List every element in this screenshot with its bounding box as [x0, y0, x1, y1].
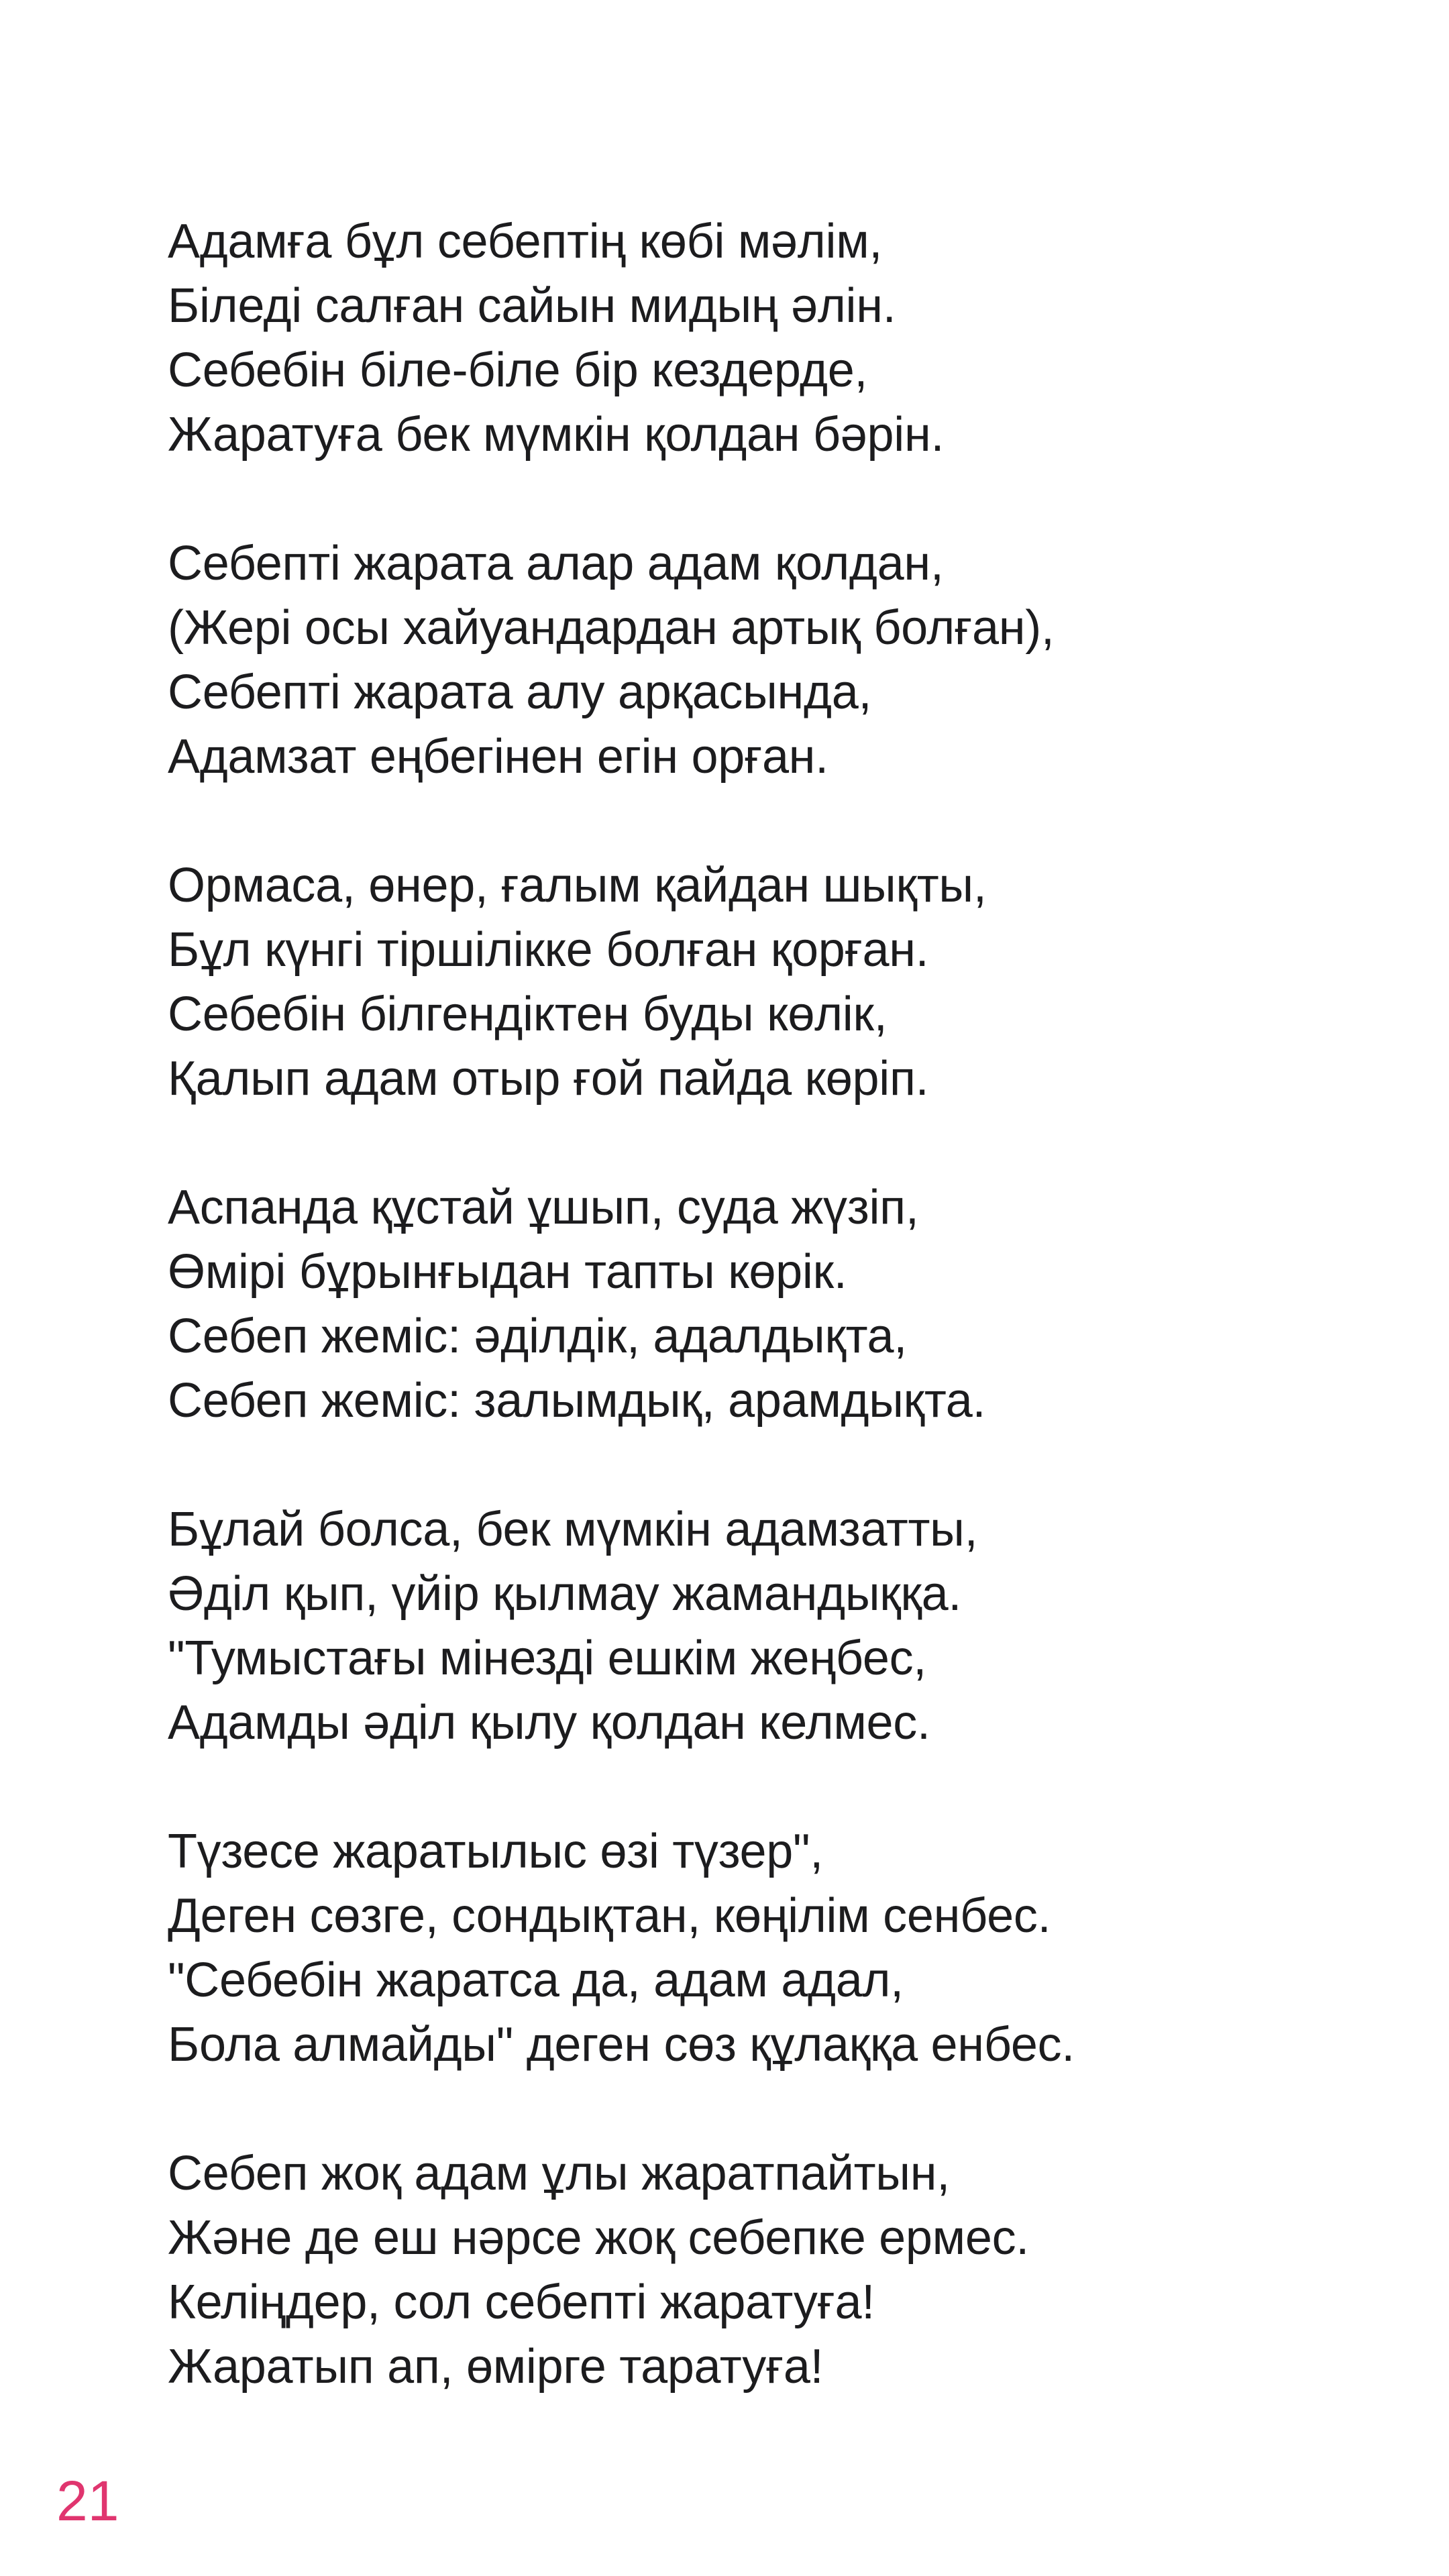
poem-line: Біледі салған сайын мидың әлін. [168, 279, 896, 333]
poem-line: Себеп жеміс: залымдық, арамдықта. [168, 1374, 986, 1428]
poem-line: Себеп жеміс: әділдік, адалдықта, [168, 1309, 907, 1363]
poem-line: Себебін біле-біле бір кездерде, [168, 343, 868, 397]
stanza-6 [168, 1819, 1375, 2077]
poem-line: Себепті жарата алу арқасында, [168, 665, 872, 719]
poem-line: Түзесе жаратылыс өзі түзер", [168, 1825, 823, 1878]
poem-line: Деген сөзге, сондықтан, көңілім сенбес. [168, 1889, 1051, 1943]
page-number: 21 [56, 2469, 119, 2532]
poem-line: Бұлай болса, бек мүмкін адамзатты, [168, 1503, 978, 1556]
stanza-5 [168, 1497, 1375, 1755]
poem-line: "Тумыстағы мінезді ешкім жеңбес, [168, 1631, 926, 1685]
stanza-2 [168, 531, 1375, 789]
stanza-3 [168, 853, 1375, 1111]
stanza-4 [168, 1175, 1375, 1433]
poem-line: Әділ қып, үйір қылмау жамандыққа. [168, 1567, 962, 1621]
poem-line: Себебін білгендіктен буды көлік, [168, 987, 888, 1041]
poem-line: Жаратуға бек мүмкін қолдан бәрін. [168, 408, 945, 462]
stanza-7 [168, 2141, 1375, 2399]
poem-line: Бола алмайды" деген сөз құлаққа енбес. [168, 2018, 1075, 2072]
poem-line: (Жері осы хайуандардан артық болған), [168, 601, 1055, 655]
poem-line: Ормаса, өнер, ғалым қайдан шықты, [168, 859, 987, 912]
poem-line: Себепті жарата алар адам қолдан, [168, 537, 944, 590]
poem-line: Және де еш нәрсе жоқ себепке ермес. [168, 2211, 1029, 2265]
poem-line: "Себебін жаратса да, адам адал, [168, 1953, 904, 2007]
poem-line: Адамзат еңбегінен егін орған. [168, 730, 828, 784]
poem-line: Адамды әділ қылу қолдан келмес. [168, 1696, 930, 1750]
poem-line: Бұл күнгі тіршілікке болған қорған. [168, 923, 929, 977]
poem-text [168, 209, 1375, 2463]
poem-line: Өмірі бұрынғыдан тапты көрік. [168, 1245, 847, 1299]
poem-line: Аспанда құстай ұшып, суда жүзіп, [168, 1181, 919, 1234]
poem-line: Адамға бұл себептің көбі мәлім, [168, 215, 883, 268]
stanza-1 [168, 209, 1375, 467]
poem-line: Қалып адам отыр ғой пайда көріп. [168, 1052, 929, 1106]
poem-line: Себеп жоқ адам ұлы жаратпайтын, [168, 2147, 950, 2200]
poem-line: Келіңдер, сол себепті жаратуға! [168, 2275, 875, 2329]
poem-line: Жаратып ап, өмірге таратуға! [168, 2340, 824, 2394]
